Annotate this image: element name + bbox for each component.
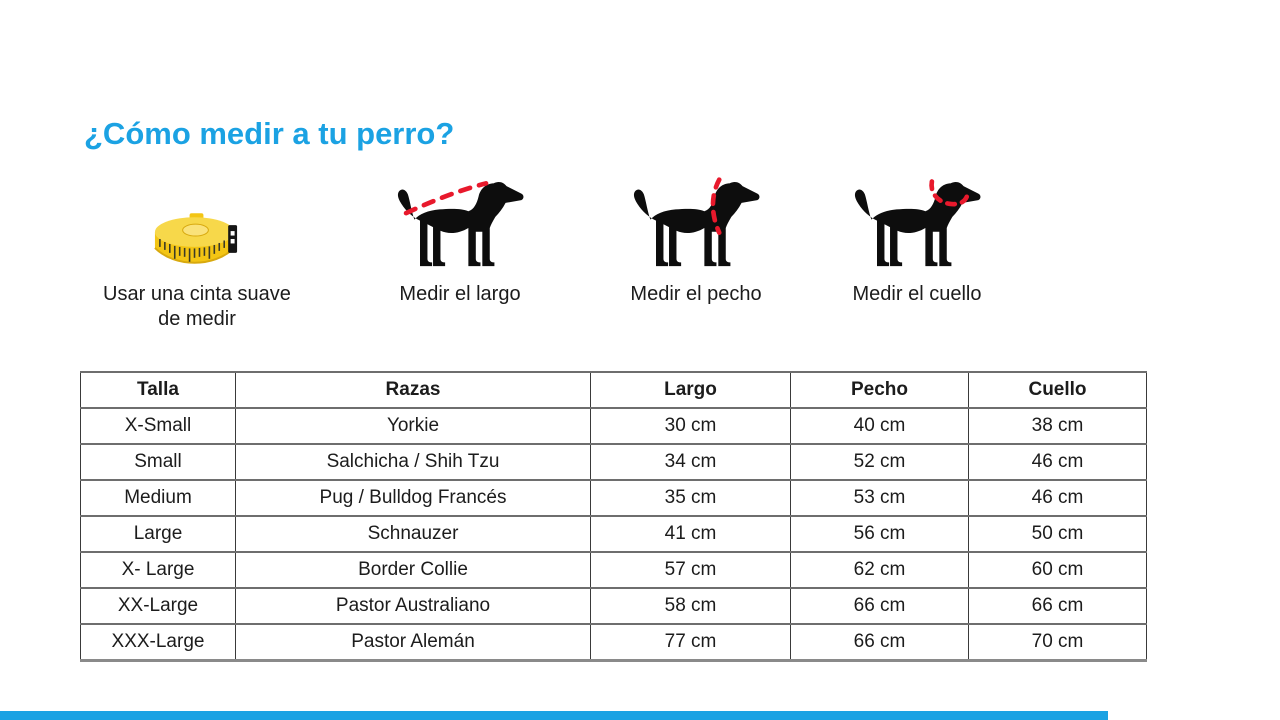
- cell-pecho: 66 cm: [791, 588, 969, 624]
- cell-cuello: 70 cm: [969, 624, 1147, 661]
- cell-razas: Pastor Australiano: [236, 588, 591, 624]
- table-header-row: [81, 372, 1147, 408]
- dog-length-icon: [380, 180, 540, 268]
- cell-razas: Pug / Bulldog Francés: [236, 480, 591, 516]
- figure-measure-chest: [616, 180, 776, 307]
- column-header-largo: Largo: [591, 372, 791, 408]
- cell-talla: XX-Large: [81, 588, 236, 624]
- caption-line: de medir: [158, 308, 236, 330]
- cell-pecho: 62 cm: [791, 552, 969, 588]
- cell-talla: X-Small: [81, 408, 236, 444]
- cell-razas: Border Collie: [236, 552, 591, 588]
- column-header-talla: Talla: [81, 372, 236, 408]
- dog-neck-icon: [837, 180, 997, 268]
- page-title: ¿Cómo medir a tu perro?: [84, 116, 455, 151]
- cell-pecho: 56 cm: [791, 516, 969, 552]
- cell-pecho: 53 cm: [791, 480, 969, 516]
- cell-talla: X- Large: [81, 552, 236, 588]
- cell-pecho: 40 cm: [791, 408, 969, 444]
- table-row: [81, 516, 1147, 552]
- dog-chest-icon: [616, 180, 776, 268]
- cell-pecho: 66 cm: [791, 624, 969, 661]
- cell-largo: 57 cm: [591, 552, 791, 588]
- cell-cuello: 66 cm: [969, 588, 1147, 624]
- table-row: [81, 588, 1147, 624]
- figure-measure-neck: [837, 180, 997, 307]
- tape-measure-icon: [77, 180, 317, 268]
- table-row: [81, 552, 1147, 588]
- cell-cuello: 46 cm: [969, 480, 1147, 516]
- table-row: [81, 624, 1147, 661]
- caption-measure-chest: Medir el pecho: [630, 283, 762, 305]
- cell-talla: Small: [81, 444, 236, 480]
- cell-largo: 30 cm: [591, 408, 791, 444]
- cell-largo: 77 cm: [591, 624, 791, 661]
- cell-talla: Medium: [81, 480, 236, 516]
- figure-measure-length: [380, 180, 540, 307]
- column-header-cuello: Cuello: [969, 372, 1147, 408]
- size-table: [80, 371, 1147, 662]
- cell-largo: 34 cm: [591, 444, 791, 480]
- cell-talla: XXX-Large: [81, 624, 236, 661]
- table-row: [81, 480, 1147, 516]
- cell-cuello: 60 cm: [969, 552, 1147, 588]
- table-row: [81, 444, 1147, 480]
- bottom-accent-bar: [0, 711, 1108, 720]
- cell-largo: 58 cm: [591, 588, 791, 624]
- cell-cuello: 38 cm: [969, 408, 1147, 444]
- cell-pecho: 52 cm: [791, 444, 969, 480]
- cell-talla: Large: [81, 516, 236, 552]
- cell-razas: Schnauzer: [236, 516, 591, 552]
- figure-tape-measure: [77, 180, 317, 332]
- cell-razas: Pastor Alemán: [236, 624, 591, 661]
- caption-measure-length: Medir el largo: [399, 283, 521, 305]
- cell-cuello: 50 cm: [969, 516, 1147, 552]
- cell-largo: 35 cm: [591, 480, 791, 516]
- cell-razas: Salchicha / Shih Tzu: [236, 444, 591, 480]
- column-header-pecho: Pecho: [791, 372, 969, 408]
- caption-line: Usar una cinta suave: [103, 283, 291, 305]
- cell-razas: Yorkie: [236, 408, 591, 444]
- cell-cuello: 46 cm: [969, 444, 1147, 480]
- column-header-razas: Razas: [236, 372, 591, 408]
- caption-measure-neck: Medir el cuello: [852, 283, 982, 305]
- caption-tape-measure: [77, 282, 317, 332]
- table-row: [81, 408, 1147, 444]
- cell-largo: 41 cm: [591, 516, 791, 552]
